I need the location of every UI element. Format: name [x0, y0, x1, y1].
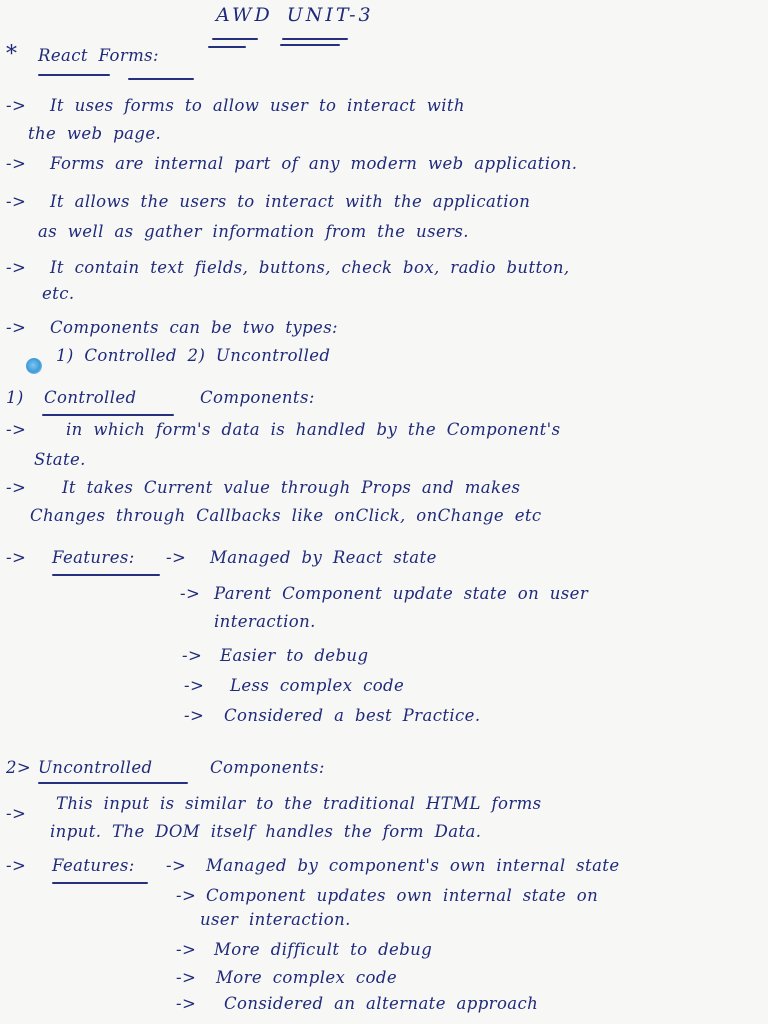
arrow-icon: -> — [6, 154, 27, 173]
list-item — [0, 584, 768, 614]
feature-text: Easier to debug — [220, 646, 369, 665]
title-underline — [212, 38, 258, 40]
section-number: 2> — [6, 758, 32, 777]
react-forms-heading: React Forms: — [38, 46, 159, 65]
uncontrolled-heading-rest: Components: — [210, 758, 325, 777]
line-text: as well as gather information from the users. — [38, 222, 469, 241]
arrow-icon: -> — [184, 676, 205, 695]
controlled-heading: Controlled — [44, 388, 137, 407]
arrow-icon: -> — [6, 856, 27, 875]
heading-underline — [38, 782, 188, 784]
list-item — [0, 676, 768, 706]
title-underline — [282, 38, 348, 40]
arrow-icon: -> — [6, 192, 27, 211]
line-text: the web page. — [28, 124, 162, 143]
arrow-icon: -> — [6, 548, 27, 567]
line-text: It contain text fields, buttons, check box, radio button, — [50, 258, 570, 277]
star-icon: * — [6, 42, 18, 67]
list-item — [0, 940, 768, 970]
line-text: State. — [34, 450, 86, 469]
arrow-icon: -> — [166, 856, 187, 875]
list-item — [0, 612, 768, 642]
list-item — [0, 478, 768, 508]
list-item — [0, 994, 768, 1024]
list-item — [0, 794, 768, 824]
ink-blot — [26, 358, 42, 374]
line-text: It allows the users to interact with the application — [50, 192, 531, 211]
feature-text: Parent Component update state on user — [214, 584, 589, 603]
page-title: AWD UNIT-3 — [216, 4, 374, 26]
features-underline — [52, 574, 160, 576]
list-item — [0, 822, 768, 852]
heading-underline — [42, 414, 174, 416]
feature-text: interaction. — [214, 612, 316, 631]
arrow-icon: -> — [6, 804, 27, 823]
list-item — [0, 706, 768, 736]
feature-text: Component updates own internal state on — [206, 886, 599, 905]
arrow-icon: -> — [6, 420, 27, 439]
list-item — [0, 420, 768, 450]
arrow-icon: -> — [6, 258, 27, 277]
line-text: in which form's data is handled by the Component's — [66, 420, 561, 439]
arrow-icon: -> — [6, 96, 27, 115]
arrow-icon: -> — [182, 646, 203, 665]
features-label: Features: — [52, 856, 135, 875]
list-item — [0, 124, 768, 154]
arrow-icon: -> — [176, 994, 197, 1013]
list-item — [0, 154, 768, 184]
feature-text: Less complex code — [230, 676, 405, 695]
list-item — [0, 346, 768, 376]
feature-text: More complex code — [216, 968, 398, 987]
list-item — [0, 222, 768, 252]
arrow-icon: -> — [176, 940, 197, 959]
arrow-icon: -> — [184, 706, 205, 725]
page-title-line — [0, 4, 768, 34]
list-item — [0, 646, 768, 676]
line-text: 1) Controlled 2) Uncontrolled — [56, 346, 331, 365]
arrow-icon: -> — [176, 968, 197, 987]
arrow-icon: -> — [180, 584, 201, 603]
line-text: input. The DOM itself handles the form Data. — [50, 822, 482, 841]
list-item — [0, 96, 768, 126]
feature-text: Considered an alternate approach — [224, 994, 539, 1013]
line-text: Changes through Callbacks like onClick, onChange etc — [30, 506, 542, 525]
line-text: It uses forms to allow user to interact with — [50, 96, 465, 115]
line-text: Forms are internal part of any modern web application. — [50, 154, 578, 173]
line-text: etc. — [42, 284, 75, 303]
list-item — [0, 910, 768, 940]
list-item — [0, 284, 768, 314]
uncontrolled-heading: Uncontrolled — [38, 758, 153, 777]
feature-text: Managed by React state — [210, 548, 437, 567]
arrow-icon: -> — [176, 886, 197, 905]
line-text: It takes Current value through Props and makes — [62, 478, 521, 497]
arrow-icon: -> — [6, 318, 27, 337]
list-item — [0, 450, 768, 480]
arrow-icon: -> — [166, 548, 187, 567]
feature-text: More difficult to debug — [214, 940, 433, 959]
feature-text: Considered a best Practice. — [224, 706, 481, 725]
section-heading-react-forms — [0, 42, 768, 76]
list-item — [0, 318, 768, 348]
list-item — [0, 192, 768, 222]
line-text: Components can be two types: — [50, 318, 339, 337]
features-label: Features: — [52, 548, 135, 567]
arrow-icon: -> — [6, 478, 27, 497]
controlled-heading-rest: Components: — [200, 388, 315, 407]
feature-text: Managed by component's own internal state — [206, 856, 620, 875]
feature-text: user interaction. — [200, 910, 351, 929]
features-underline — [52, 882, 148, 884]
line-text: This input is similar to the traditional HTML forms — [56, 794, 542, 813]
list-item — [0, 506, 768, 536]
heading-underline — [38, 74, 110, 76]
section-number: 1) — [6, 388, 24, 407]
heading-underline — [128, 78, 194, 80]
